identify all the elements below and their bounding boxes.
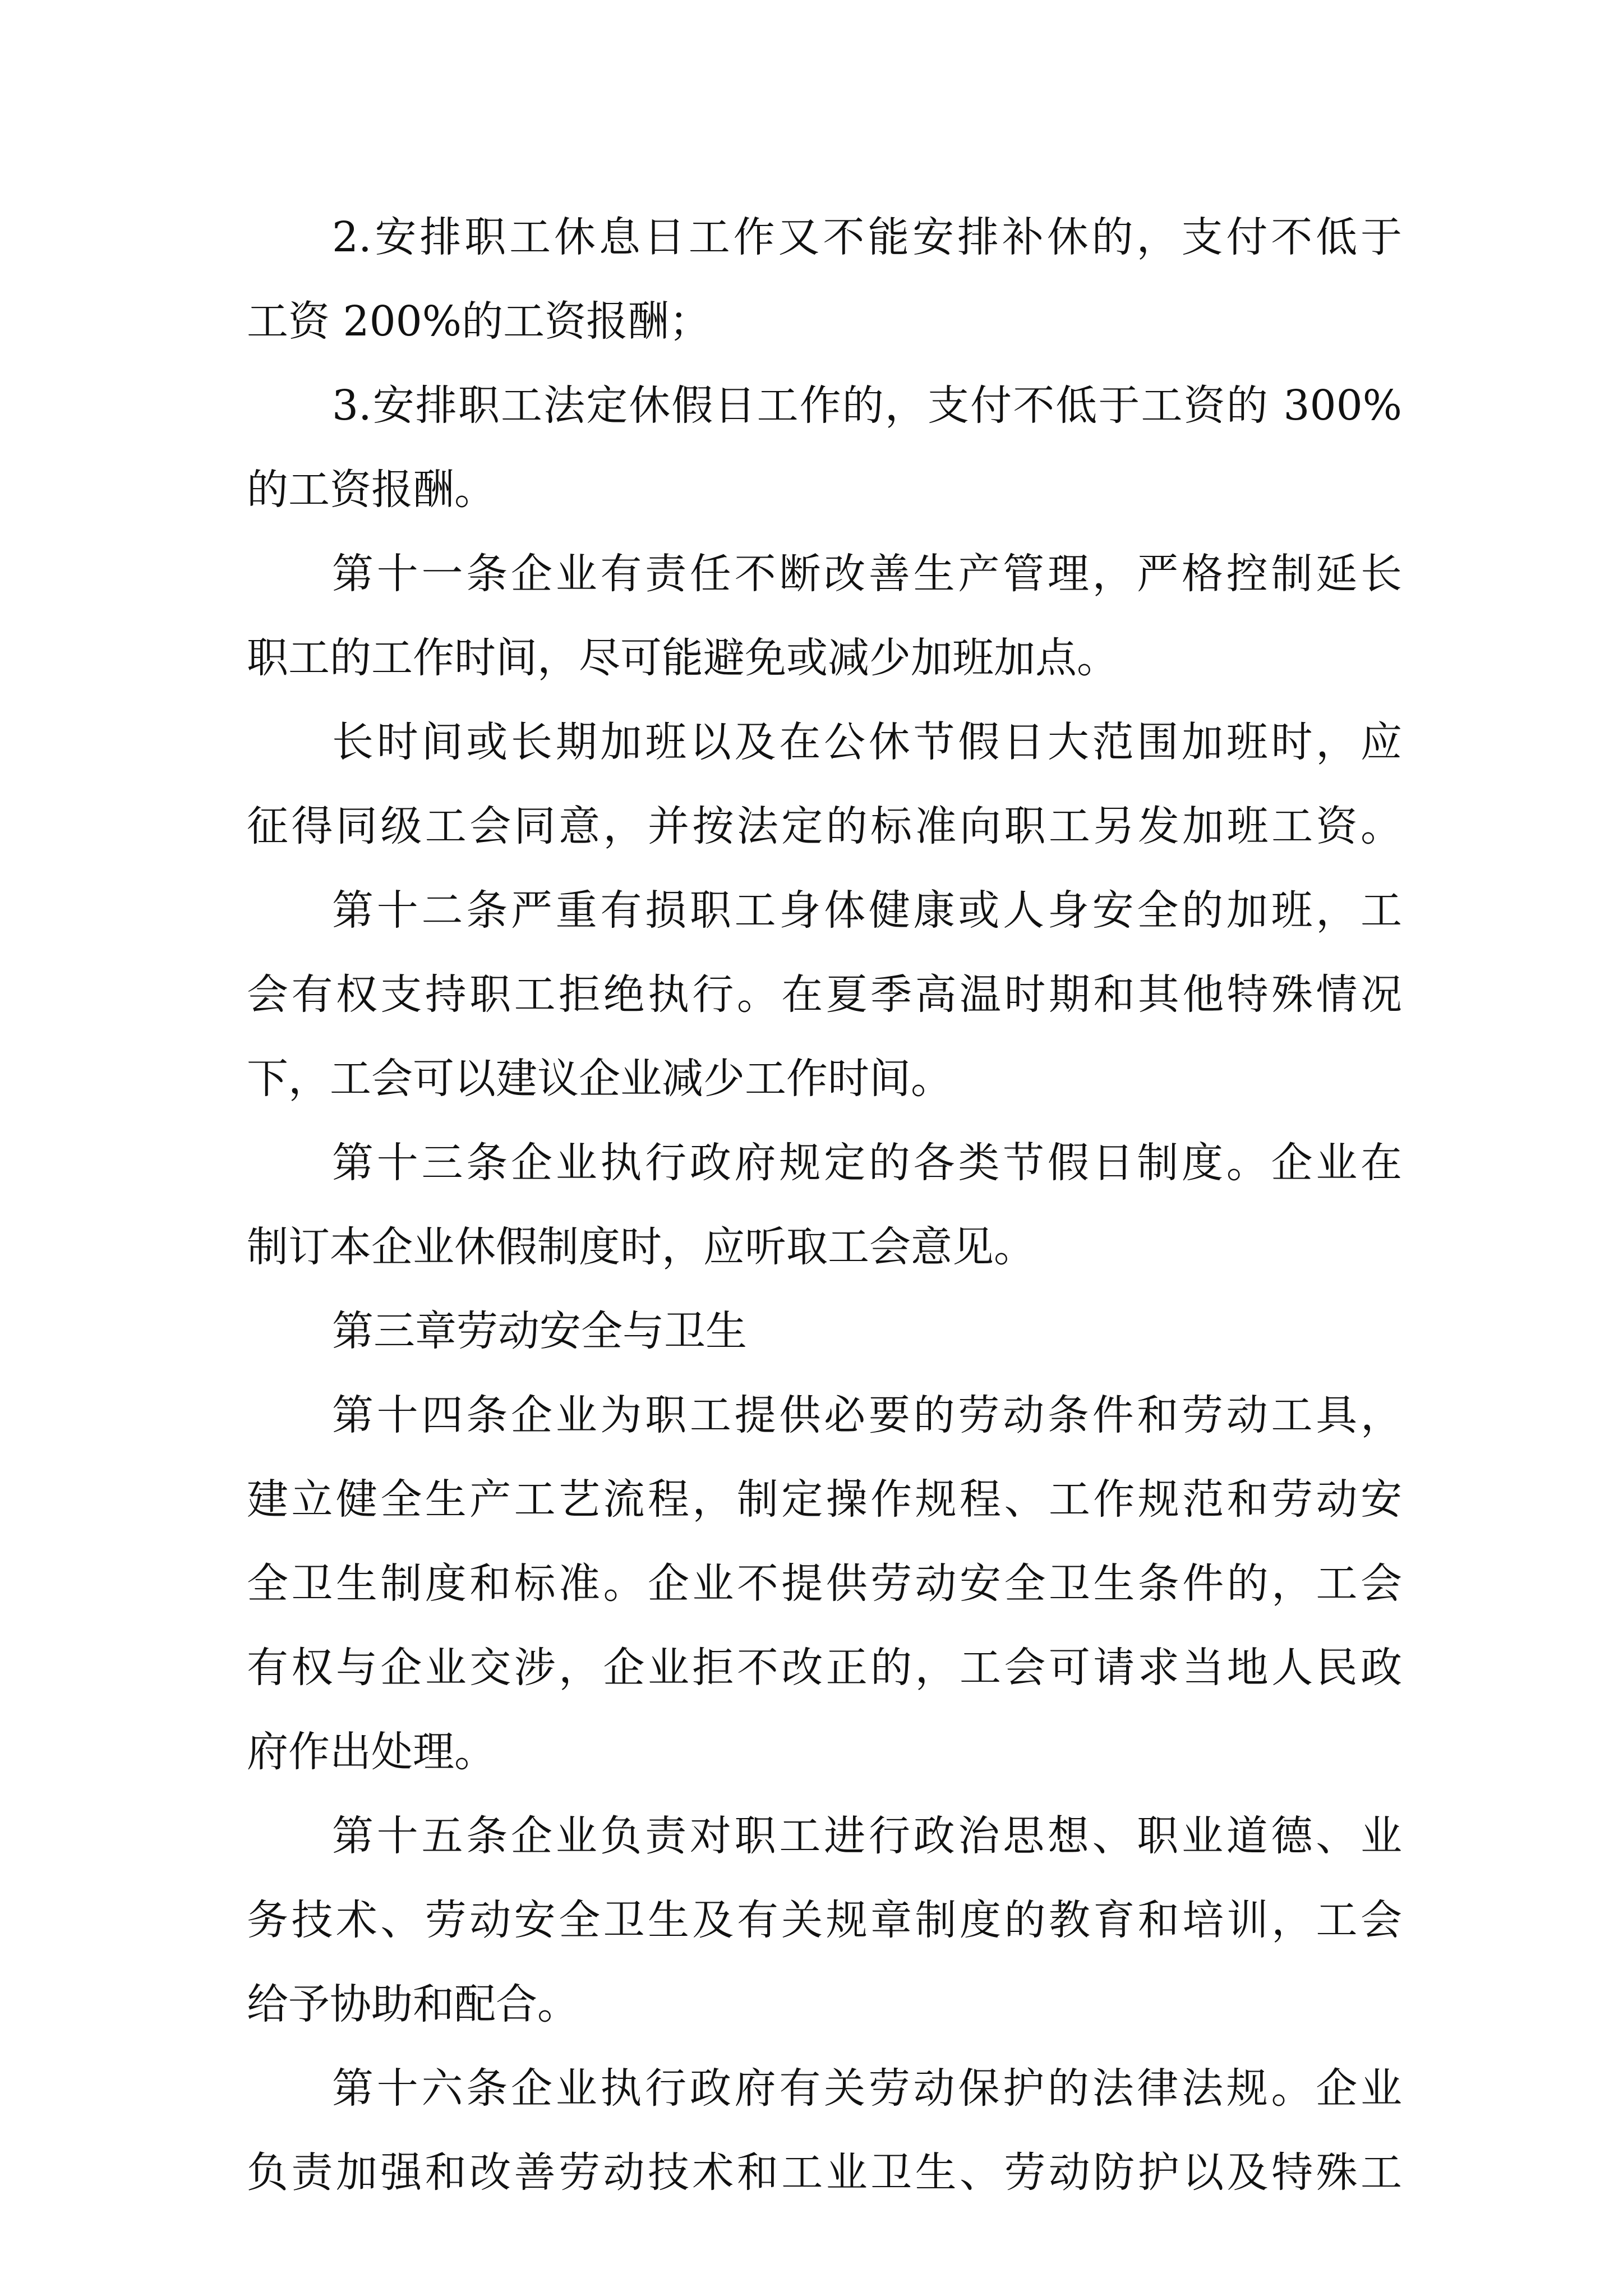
text-line: 给予协助和配合。	[247, 1980, 579, 2028]
text-line: 第十三条企业执行政府规定的各类节假日制度。企业在	[332, 1139, 1402, 1187]
text-line: 第十五条企业负责对职工进行政治思想、职业道德、业	[332, 1812, 1402, 1860]
text-line: 务技术、劳动安全卫生及有关规章制度的教育和培训，工会	[247, 1896, 1402, 1944]
text-line: 有权与企业交涉，企业拒不改正的，工会可请求当地人民政	[247, 1644, 1402, 1692]
text-line: 征得同级工会同意，并按法定的标准向职工另发加班工资。	[247, 802, 1402, 850]
text-line: 建立健全生产工艺流程，制定操作规程、工作规范和劳动安	[247, 1475, 1402, 1524]
text-line: 第十二条严重有损职工身体健康或人身安全的加班，工	[332, 886, 1402, 935]
text-line: 会有权支持职工拒绝执行。在夏季高温时期和其他特殊情况	[247, 970, 1402, 1019]
text-line: 3.安排职工法定休假日工作的，支付不低于工资的 300%	[332, 381, 1402, 430]
text-line: 制订本企业休假制度时，应听取工会意见。	[247, 1223, 1035, 1271]
text-line: 长时间或长期加班以及在公休节假日大范围加班时，应	[332, 718, 1402, 766]
text-line: 全卫生制度和标准。企业不提供劳动安全卫生条件的，工会	[247, 1559, 1402, 1608]
text-line: 第十四条企业为职工提供必要的劳动条件和劳动工具，	[332, 1391, 1402, 1439]
chapter-heading: 第三章劳动安全与卫生	[332, 1307, 747, 1355]
text-line: 府作出处理。	[247, 1728, 496, 1776]
text-line: 2.安排职工休息日工作又不能安排补休的，支付不低于	[332, 213, 1402, 261]
text-line: 职工的工作时间，尽可能避免或减少加班加点。	[247, 634, 1118, 682]
text-line: 的工资报酬。	[247, 466, 496, 514]
text-line: 第十六条企业执行政府有关劳动保护的法律法规。企业	[332, 2064, 1402, 2113]
text-line: 下，工会可以建议企业减少工作时间。	[247, 1055, 952, 1103]
text-line: 第十一条企业有责任不断改善生产管理，严格控制延长	[332, 550, 1402, 598]
text-line: 负责加强和改善劳动技术和工业卫生、劳动防护以及特殊工	[247, 2148, 1402, 2197]
text-line: 工资 200%的工资报酬；	[247, 297, 711, 346]
